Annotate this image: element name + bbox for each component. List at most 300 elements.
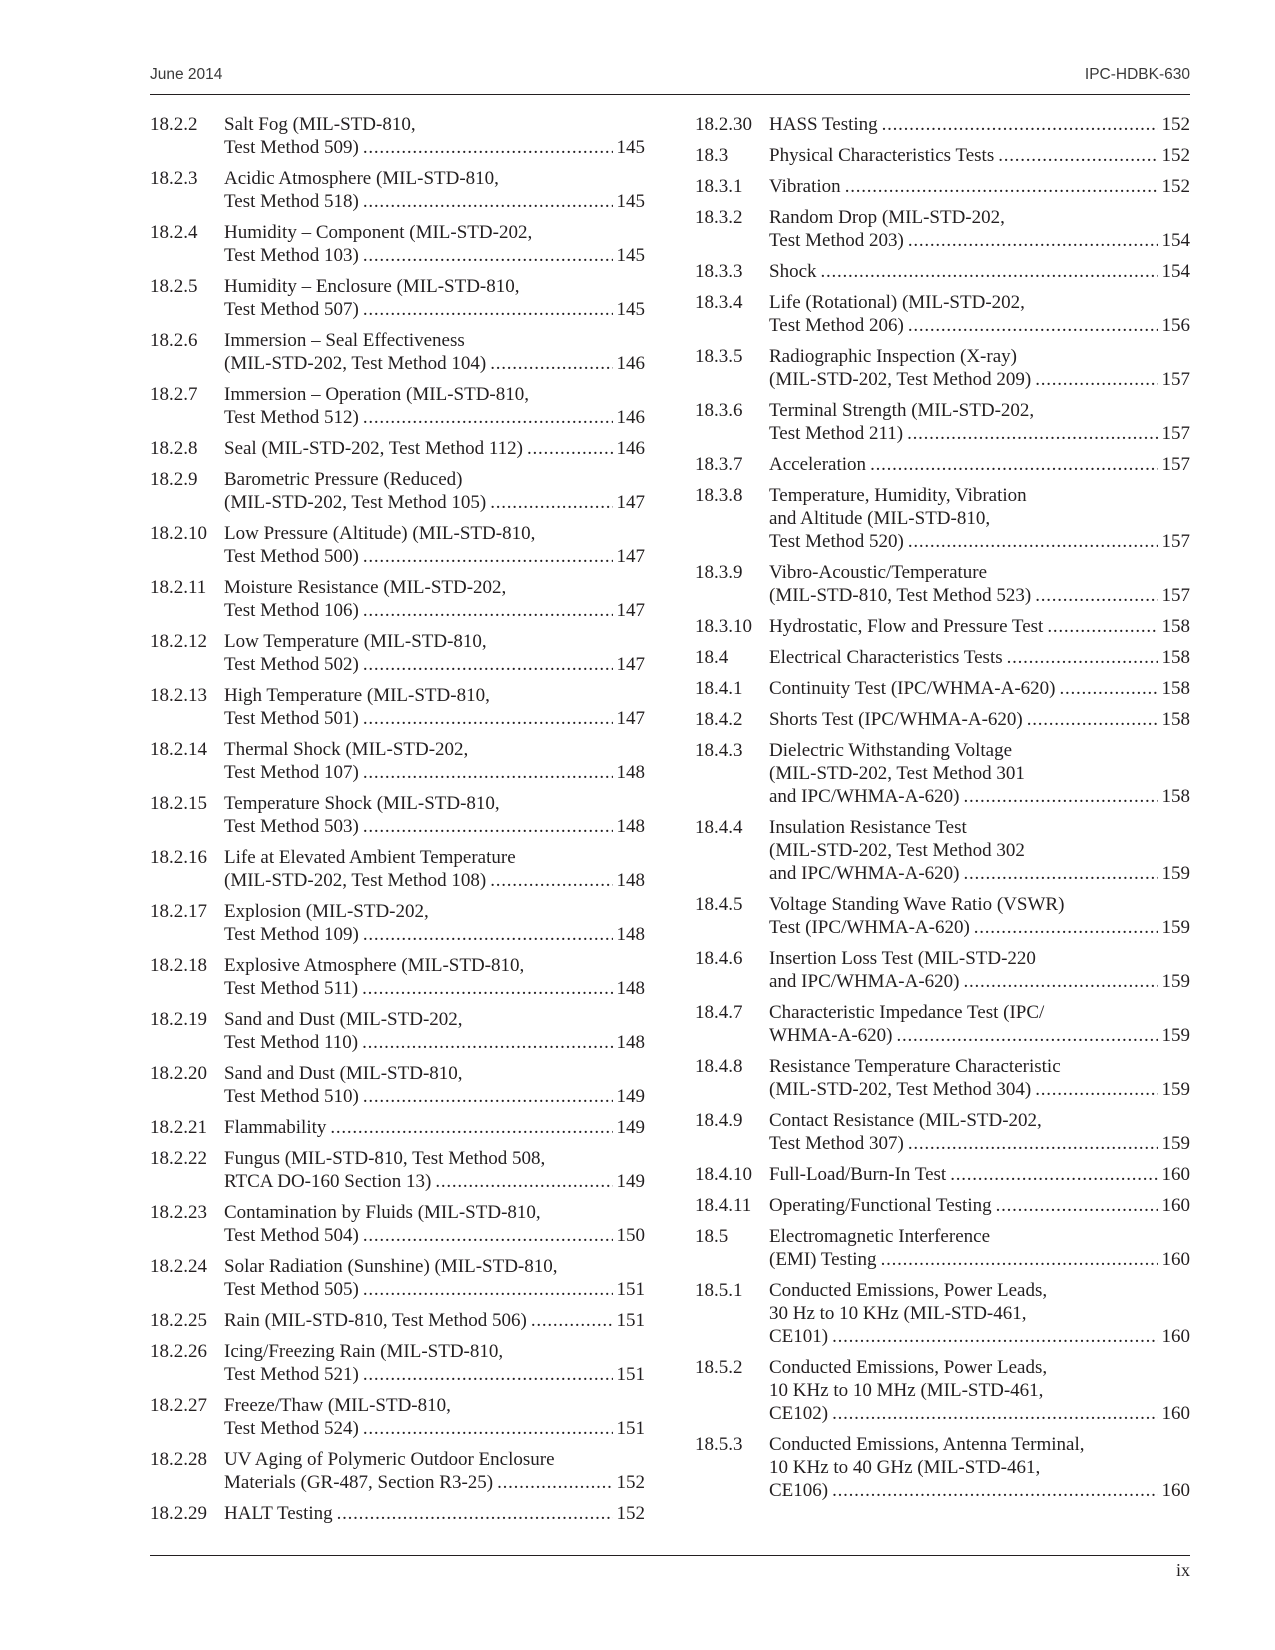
toc-entry-number: 18.3.5 — [695, 346, 743, 367]
toc-entry-number: 18.4.2 — [695, 709, 743, 730]
toc-entry[interactable] — [150, 1201, 645, 1247]
toc-entry-number: 18.2.29 — [150, 1503, 207, 1524]
toc-entry[interactable] — [695, 399, 1190, 445]
toc-entry-page: 159 — [1161, 1025, 1190, 1046]
toc-entry-last-line — [224, 491, 645, 514]
toc-entry-body — [769, 1433, 1190, 1502]
toc-entry-number: 18.2.8 — [150, 438, 198, 459]
dot-leader — [950, 1163, 1157, 1186]
toc-entry[interactable] — [695, 206, 1190, 252]
toc-entry-page: 146 — [616, 407, 645, 428]
toc-entry-last-line — [769, 1163, 1190, 1186]
toc-entry-number: 18.2.12 — [150, 631, 207, 652]
toc-entry-title-line: Explosion (MIL-STD-202, — [224, 901, 429, 922]
toc-entry-last-line — [769, 422, 1190, 445]
toc-entry-page: 152 — [616, 1472, 645, 1493]
toc-entry[interactable] — [150, 275, 645, 321]
toc-entry-last-line — [224, 244, 645, 267]
toc-entry[interactable] — [695, 1433, 1190, 1502]
toc-entry-last-line — [769, 708, 1190, 731]
toc-entry-last-line — [769, 615, 1190, 638]
toc-entry-number: 18.2.13 — [150, 685, 207, 706]
toc-entry-last-line — [769, 453, 1190, 476]
toc-entry[interactable] — [150, 576, 645, 622]
toc-entry-number: 18.4.10 — [695, 1164, 752, 1185]
toc-entry-title-line: Humidity – Component (MIL-STD-202, — [224, 222, 533, 243]
toc-entry-page: 154 — [1161, 230, 1190, 251]
toc-entry-title-line: Test Method 307) — [769, 1133, 904, 1154]
toc-entry[interactable] — [150, 1062, 645, 1108]
toc-entry[interactable] — [695, 1194, 1190, 1217]
toc-entry-title-line: Test Method 510) — [224, 1086, 359, 1107]
toc-entry[interactable] — [150, 1255, 645, 1301]
toc-entry-title-line: Test Method 509) — [224, 137, 359, 158]
toc-entry-title-line: and IPC/WHMA-A-620) — [769, 786, 960, 807]
toc-entry-title-line: Test (IPC/WHMA-A-620) — [769, 917, 970, 938]
toc-entry-last-line — [769, 677, 1190, 700]
toc-entry-title-line: Voltage Standing Wave Ratio (VSWR) — [769, 894, 1065, 915]
toc-entry-title-line: Seal (MIL-STD-202, Test Method 112) — [224, 438, 523, 459]
toc-entry-title-line: Test Method 505) — [224, 1279, 359, 1300]
toc-entry-title-line: Freeze/Thaw (MIL-STD-810, — [224, 1395, 451, 1416]
toc-entry-title-line: and IPC/WHMA-A-620) — [769, 863, 960, 884]
toc-entry-body — [769, 708, 1190, 731]
dot-leader — [1007, 646, 1158, 669]
dot-leader — [882, 113, 1158, 136]
toc-entry-title-line: Flammability — [224, 1117, 327, 1138]
toc-entry[interactable] — [695, 291, 1190, 337]
toc-entry-last-line — [769, 1248, 1190, 1271]
toc-entry-number: 18.2.10 — [150, 523, 207, 544]
dot-leader — [363, 1085, 613, 1108]
toc-entry-number: 18.2.18 — [150, 955, 207, 976]
toc-entry-page: 148 — [616, 762, 645, 783]
toc-entry[interactable] — [695, 646, 1190, 669]
toc-entry-page: 157 — [1161, 369, 1190, 390]
dot-leader — [337, 1502, 613, 1525]
toc-entry[interactable] — [150, 684, 645, 730]
toc-entry-last-line — [224, 1309, 645, 1332]
toc-entry[interactable] — [150, 900, 645, 946]
toc-entry-page: 146 — [616, 438, 645, 459]
toc-entry-title-line: Characteristic Impedance Test (IPC/ — [769, 1002, 1045, 1023]
toc-entry-last-line — [224, 1116, 645, 1139]
toc-entry-title-line: HALT Testing — [224, 1503, 333, 1524]
toc-entry-last-line — [769, 1325, 1190, 1348]
toc-entry-title-line: Test Method 518) — [224, 191, 359, 212]
toc-entry-body — [769, 1225, 1190, 1271]
toc-entry-number: 18.5 — [695, 1226, 729, 1247]
toc-entry-last-line — [769, 175, 1190, 198]
toc-entry[interactable] — [150, 1340, 645, 1386]
toc-entry-number: 18.2.25 — [150, 1310, 207, 1331]
toc-entry-title-line: (EMI) Testing — [769, 1249, 877, 1270]
dot-leader — [1059, 677, 1157, 700]
toc-entry-body — [769, 399, 1190, 445]
toc-entry[interactable] — [695, 615, 1190, 638]
dot-leader — [907, 422, 1157, 445]
toc-entry-title-line: 10 KHz to 10 MHz (MIL-STD-461, — [769, 1380, 1044, 1401]
toc-entry-title-line: Moisture Resistance (MIL-STD-202, — [224, 577, 507, 598]
toc-entry-body — [224, 1448, 645, 1494]
toc-entry-body — [769, 260, 1190, 283]
dot-leader — [881, 1248, 1158, 1271]
toc-entry-title-line: (MIL-STD-202, Test Method 304) — [769, 1079, 1032, 1100]
toc-entry-title-line: Full-Load/Burn-In Test — [769, 1164, 947, 1185]
toc-entry-title-line: Physical Characteristics Tests — [769, 145, 995, 166]
toc-entry-page: 148 — [616, 870, 645, 891]
toc-entry-title-line: (MIL-STD-202, Test Method 105) — [224, 492, 487, 513]
page-number: ix — [1175, 1560, 1190, 1580]
toc-entry-title-line: Random Drop (MIL-STD-202, — [769, 207, 1005, 228]
toc-entry[interactable] — [150, 1394, 645, 1440]
toc-entry-last-line — [224, 977, 645, 1000]
toc-entry[interactable] — [150, 383, 645, 429]
toc-entry-number: 18.5.1 — [695, 1280, 743, 1301]
toc-entry-body — [769, 291, 1190, 337]
toc-entry-last-line — [224, 1224, 645, 1247]
dot-leader — [964, 970, 1158, 993]
toc-entry[interactable] — [695, 1163, 1190, 1186]
dot-leader — [1027, 708, 1158, 731]
toc-entry-body — [769, 646, 1190, 669]
dot-leader — [490, 352, 612, 375]
toc-entry-body — [769, 677, 1190, 700]
toc-entry-title-line: Test Method 524) — [224, 1418, 359, 1439]
toc-entry-page: 148 — [616, 924, 645, 945]
toc-entry[interactable] — [150, 167, 645, 213]
toc-entry-number: 18.2.26 — [150, 1341, 207, 1362]
toc-entry-title-line: Acceleration — [769, 454, 867, 475]
toc-entry-last-line — [769, 314, 1190, 337]
toc-entry-title-line: Contamination by Fluids (MIL-STD-810, — [224, 1202, 541, 1223]
toc-entry-title-line: Test Method 511) — [224, 978, 359, 999]
toc-entry-title-line: Test Method 211) — [769, 423, 904, 444]
toc-entry-title-line: Humidity – Enclosure (MIL-STD-810, — [224, 276, 520, 297]
toc-entry[interactable] — [695, 947, 1190, 993]
toc-entry[interactable] — [695, 345, 1190, 391]
toc-entry-body — [769, 1194, 1190, 1217]
toc-entry-title-line: (MIL-STD-202, Test Method 104) — [224, 353, 487, 374]
toc-entry-last-line — [224, 923, 645, 946]
toc-entry[interactable] — [695, 1001, 1190, 1047]
toc-entry-title-line: Insertion Loss Test (MIL-STD-220 — [769, 948, 1036, 969]
toc-entry-number: 18.4.5 — [695, 894, 743, 915]
dot-leader — [908, 1132, 1158, 1155]
toc-entry[interactable] — [695, 816, 1190, 885]
toc-entry-last-line — [769, 785, 1190, 808]
toc-entry-title-line: Continuity Test (IPC/WHMA-A-620) — [769, 678, 1056, 699]
dot-leader — [1035, 584, 1157, 607]
toc-entry[interactable] — [695, 561, 1190, 607]
toc-entry-body — [224, 1147, 645, 1193]
toc-entry-last-line — [769, 229, 1190, 252]
toc-entry-number: 18.2.7 — [150, 384, 198, 405]
toc-entry[interactable] — [150, 522, 645, 568]
toc-entry-body — [224, 846, 645, 892]
toc-entry-title-line: Electrical Characteristics Tests — [769, 647, 1003, 668]
toc-entry[interactable] — [150, 738, 645, 784]
toc-entry-last-line — [769, 1078, 1190, 1101]
toc-entry-title-line: Conducted Emissions, Power Leads, — [769, 1280, 1048, 1301]
toc-entry-last-line — [224, 190, 645, 213]
toc-entry[interactable] — [150, 329, 645, 375]
toc-entry-last-line — [769, 584, 1190, 607]
toc-entry-page: 154 — [1161, 261, 1190, 282]
toc-entry[interactable] — [150, 846, 645, 892]
toc-entry-title-line: Icing/Freezing Rain (MIL-STD-810, — [224, 1341, 504, 1362]
toc-entry-number: 18.5.2 — [695, 1357, 743, 1378]
toc-entry-body — [224, 1062, 645, 1108]
dot-leader — [908, 314, 1158, 337]
toc-entry-body — [224, 113, 645, 159]
toc-entry-number: 18.2.28 — [150, 1449, 207, 1470]
toc-entry-number: 18.4.9 — [695, 1110, 743, 1131]
toc-entry-number: 18.2.16 — [150, 847, 207, 868]
toc-entry-last-line — [224, 1471, 645, 1494]
toc-entry-page: 159 — [1161, 863, 1190, 884]
toc-column-right — [695, 113, 1190, 1510]
toc-entry-page: 147 — [616, 600, 645, 621]
toc-entry-page: 148 — [616, 978, 645, 999]
toc-entry[interactable] — [150, 113, 645, 159]
toc-entry[interactable] — [695, 739, 1190, 808]
toc-entry-page: 156 — [1161, 315, 1190, 336]
dot-leader — [998, 144, 1157, 167]
toc-entry[interactable] — [150, 792, 645, 838]
toc-entry-last-line — [769, 368, 1190, 391]
dot-leader — [1035, 1078, 1157, 1101]
toc-entry-title-line: Low Pressure (Altitude) (MIL-STD-810, — [224, 523, 536, 544]
toc-entry-body — [769, 453, 1190, 476]
toc-entry-last-line — [224, 437, 645, 460]
toc-entry-title-line: Life at Elevated Ambient Temperature — [224, 847, 516, 868]
dot-leader — [531, 1309, 613, 1332]
toc-entry-title-line: Solar Radiation (Sunshine) (MIL-STD-810, — [224, 1256, 558, 1277]
toc-entry-last-line — [769, 144, 1190, 167]
toc-entry-title-line: (MIL-STD-202, Test Method 301 — [769, 763, 1025, 784]
toc-entry-body — [224, 1201, 645, 1247]
toc-entry-last-line — [224, 599, 645, 622]
toc-entry-title-line: Test Method 109) — [224, 924, 359, 945]
dot-leader — [363, 545, 613, 568]
toc-entry-title-line: Salt Fog (MIL-STD-810, — [224, 114, 416, 135]
toc-entry-number: 18.2.27 — [150, 1395, 207, 1416]
toc-entry[interactable] — [150, 437, 645, 460]
toc-entry-body — [224, 522, 645, 568]
toc-entry-page: 157 — [1161, 423, 1190, 444]
toc-entry-number: 18.4.8 — [695, 1056, 743, 1077]
toc-entry[interactable] — [695, 708, 1190, 731]
toc-entry[interactable] — [150, 1309, 645, 1332]
toc-entry-number: 18.2.15 — [150, 793, 207, 814]
toc-entry[interactable] — [695, 260, 1190, 283]
dot-leader — [896, 1024, 1157, 1047]
toc-entry-title-line: Vibration — [769, 176, 841, 197]
toc-entry-number: 18.4.3 — [695, 740, 743, 761]
toc-entry-page: 151 — [616, 1418, 645, 1439]
dot-leader — [832, 1325, 1157, 1348]
toc-entry-last-line — [769, 862, 1190, 885]
toc-entry-body — [224, 468, 645, 514]
toc-entry-number: 18.2.24 — [150, 1256, 207, 1277]
toc-entry-number: 18.3.4 — [695, 292, 743, 313]
toc-entry-number: 18.3.7 — [695, 454, 743, 475]
toc-entry-last-line — [224, 1363, 645, 1386]
dot-leader — [363, 761, 613, 784]
toc-entry-body — [769, 144, 1190, 167]
toc-entry-last-line — [769, 970, 1190, 993]
toc-entry[interactable] — [695, 1279, 1190, 1348]
toc-entry-last-line — [769, 916, 1190, 939]
toc-entry-title-line: HASS Testing — [769, 114, 878, 135]
toc-entry[interactable] — [695, 1225, 1190, 1271]
toc-entry-title-line: Shock — [769, 261, 817, 282]
toc-entry[interactable] — [695, 1055, 1190, 1101]
toc-entry-last-line — [769, 646, 1190, 669]
toc-entry-page: 145 — [616, 245, 645, 266]
toc-entry-body — [224, 437, 645, 460]
toc-entry-title-line: RTCA DO-160 Section 13) — [224, 1171, 432, 1192]
toc-entry-number: 18.2.11 — [150, 577, 207, 598]
toc-entry-page: 152 — [1161, 114, 1190, 135]
dot-leader — [363, 1224, 613, 1247]
toc-entry-page: 145 — [616, 137, 645, 158]
toc-entry-body — [224, 167, 645, 213]
toc-entry-number: 18.2.21 — [150, 1117, 207, 1138]
toc-entry[interactable] — [150, 1448, 645, 1494]
toc-entry-title-line: Resistance Temperature Characteristic — [769, 1056, 1061, 1077]
toc-entry-body — [769, 1109, 1190, 1155]
toc-entry-page: 160 — [1161, 1326, 1190, 1347]
toc-entry-title-line: (MIL-STD-202, Test Method 302 — [769, 840, 1025, 861]
toc-entry-title-line: Test Method 512) — [224, 407, 359, 428]
toc-entry-title-line: and IPC/WHMA-A-620) — [769, 971, 960, 992]
toc-entry[interactable] — [695, 113, 1190, 136]
toc-entry-title-line: Low Temperature (MIL-STD-810, — [224, 631, 487, 652]
toc-entry-title-line: Dielectric Withstanding Voltage — [769, 740, 1013, 761]
toc-entry-title-line: Acidic Atmosphere (MIL-STD-810, — [224, 168, 499, 189]
toc-entry-number: 18.5.3 — [695, 1434, 743, 1455]
toc-entry-page: 147 — [616, 654, 645, 675]
toc-entry-page: 160 — [1161, 1480, 1190, 1501]
toc-entry-title-line: Test Method 203) — [769, 230, 904, 251]
toc-entry-last-line — [224, 1502, 645, 1525]
toc-entry-number: 18.2.4 — [150, 222, 198, 243]
toc-entry-title-line: Explosive Atmosphere (MIL-STD-810, — [224, 955, 525, 976]
toc-entry-body — [224, 275, 645, 321]
toc-entry-body — [224, 900, 645, 946]
dot-leader — [363, 1278, 613, 1301]
toc-entry-title-line: Temperature Shock (MIL-STD-810, — [224, 793, 500, 814]
toc-entry-body — [769, 1055, 1190, 1101]
toc-entry-body — [769, 484, 1190, 553]
toc-entry[interactable] — [695, 1109, 1190, 1155]
toc-entry-number: 18.3.1 — [695, 176, 743, 197]
toc-entry[interactable] — [695, 1356, 1190, 1425]
toc-entry[interactable] — [695, 175, 1190, 198]
toc-entry[interactable] — [695, 144, 1190, 167]
toc-entry-page: 158 — [1161, 786, 1190, 807]
toc-entry[interactable] — [695, 677, 1190, 700]
toc-entry-page: 159 — [1161, 971, 1190, 992]
toc-entry-last-line — [224, 1278, 645, 1301]
toc-entry[interactable] — [150, 954, 645, 1000]
toc-entry-title-line: (MIL-STD-202, Test Method 209) — [769, 369, 1032, 390]
toc-entry-title-line: Test Method 103) — [224, 245, 359, 266]
toc-entry-page: 159 — [1161, 1079, 1190, 1100]
toc-entry-title-line: Test Method 107) — [224, 762, 359, 783]
toc-entry-number: 18.4 — [695, 647, 729, 668]
dot-leader — [821, 260, 1158, 283]
toc-entry-number: 18.4.4 — [695, 817, 743, 838]
dot-leader — [845, 175, 1158, 198]
toc-entry-body — [769, 561, 1190, 607]
toc-entry[interactable] — [150, 468, 645, 514]
toc-entry-body — [224, 221, 645, 267]
toc-entry-title-line: CE101) — [769, 1326, 829, 1347]
toc-entry[interactable] — [695, 484, 1190, 553]
toc-entry-page: 158 — [1161, 616, 1190, 637]
dot-leader — [363, 707, 613, 730]
toc-entry-title-line: Test Method 110) — [224, 1032, 359, 1053]
toc-entry-number: 18.2.30 — [695, 114, 752, 135]
toc-entry-title-line: Temperature, Humidity, Vibration — [769, 485, 1027, 506]
toc-entry-page: 157 — [1161, 531, 1190, 552]
toc-entry-number: 18.3 — [695, 145, 729, 166]
toc-entry-page: 149 — [616, 1117, 645, 1138]
toc-entry-body — [224, 576, 645, 622]
toc-entry-page: 159 — [1161, 1133, 1190, 1154]
toc-entry[interactable] — [150, 1502, 645, 1525]
page-header — [150, 64, 1190, 95]
toc-entry-body — [769, 739, 1190, 808]
toc-entry[interactable] — [150, 1116, 645, 1139]
toc-entry[interactable] — [695, 893, 1190, 939]
dot-leader — [974, 916, 1158, 939]
toc-entry-title-line: CE106) — [769, 1480, 829, 1501]
dot-leader — [363, 244, 613, 267]
toc-entry-last-line — [224, 1417, 645, 1440]
toc-entry-number: 18.4.7 — [695, 1002, 743, 1023]
toc-entry-page: 157 — [1161, 454, 1190, 475]
dot-leader — [527, 437, 613, 460]
toc-entry-title-line: Electromagnetic Interference — [769, 1226, 990, 1247]
toc-entry-body — [769, 113, 1190, 136]
toc-column-left — [150, 113, 645, 1533]
toc-entry[interactable] — [150, 1008, 645, 1054]
toc-entry-title-line: and Altitude (MIL-STD-810, — [769, 508, 991, 529]
toc-entry-page: 147 — [616, 708, 645, 729]
toc-entry-page: 148 — [616, 816, 645, 837]
toc-entry-page: 160 — [1161, 1164, 1190, 1185]
toc-entry[interactable] — [150, 1147, 645, 1193]
toc-entry-number: 18.2.6 — [150, 330, 198, 351]
toc-entry-page: 160 — [1161, 1249, 1190, 1270]
toc-entry[interactable] — [150, 630, 645, 676]
toc-entry-body — [224, 1502, 645, 1525]
toc-entry[interactable] — [150, 221, 645, 267]
toc-entry-page: 147 — [616, 546, 645, 567]
toc-entry-title-line: CE102) — [769, 1403, 829, 1424]
toc-entry-body — [769, 893, 1190, 939]
toc-entry-page: 151 — [616, 1279, 645, 1300]
toc-entry[interactable] — [695, 453, 1190, 476]
toc-entry-number: 18.3.10 — [695, 616, 752, 637]
toc-entry-body — [769, 947, 1190, 993]
toc-entry-last-line — [769, 260, 1190, 283]
toc-entry-last-line — [769, 113, 1190, 136]
